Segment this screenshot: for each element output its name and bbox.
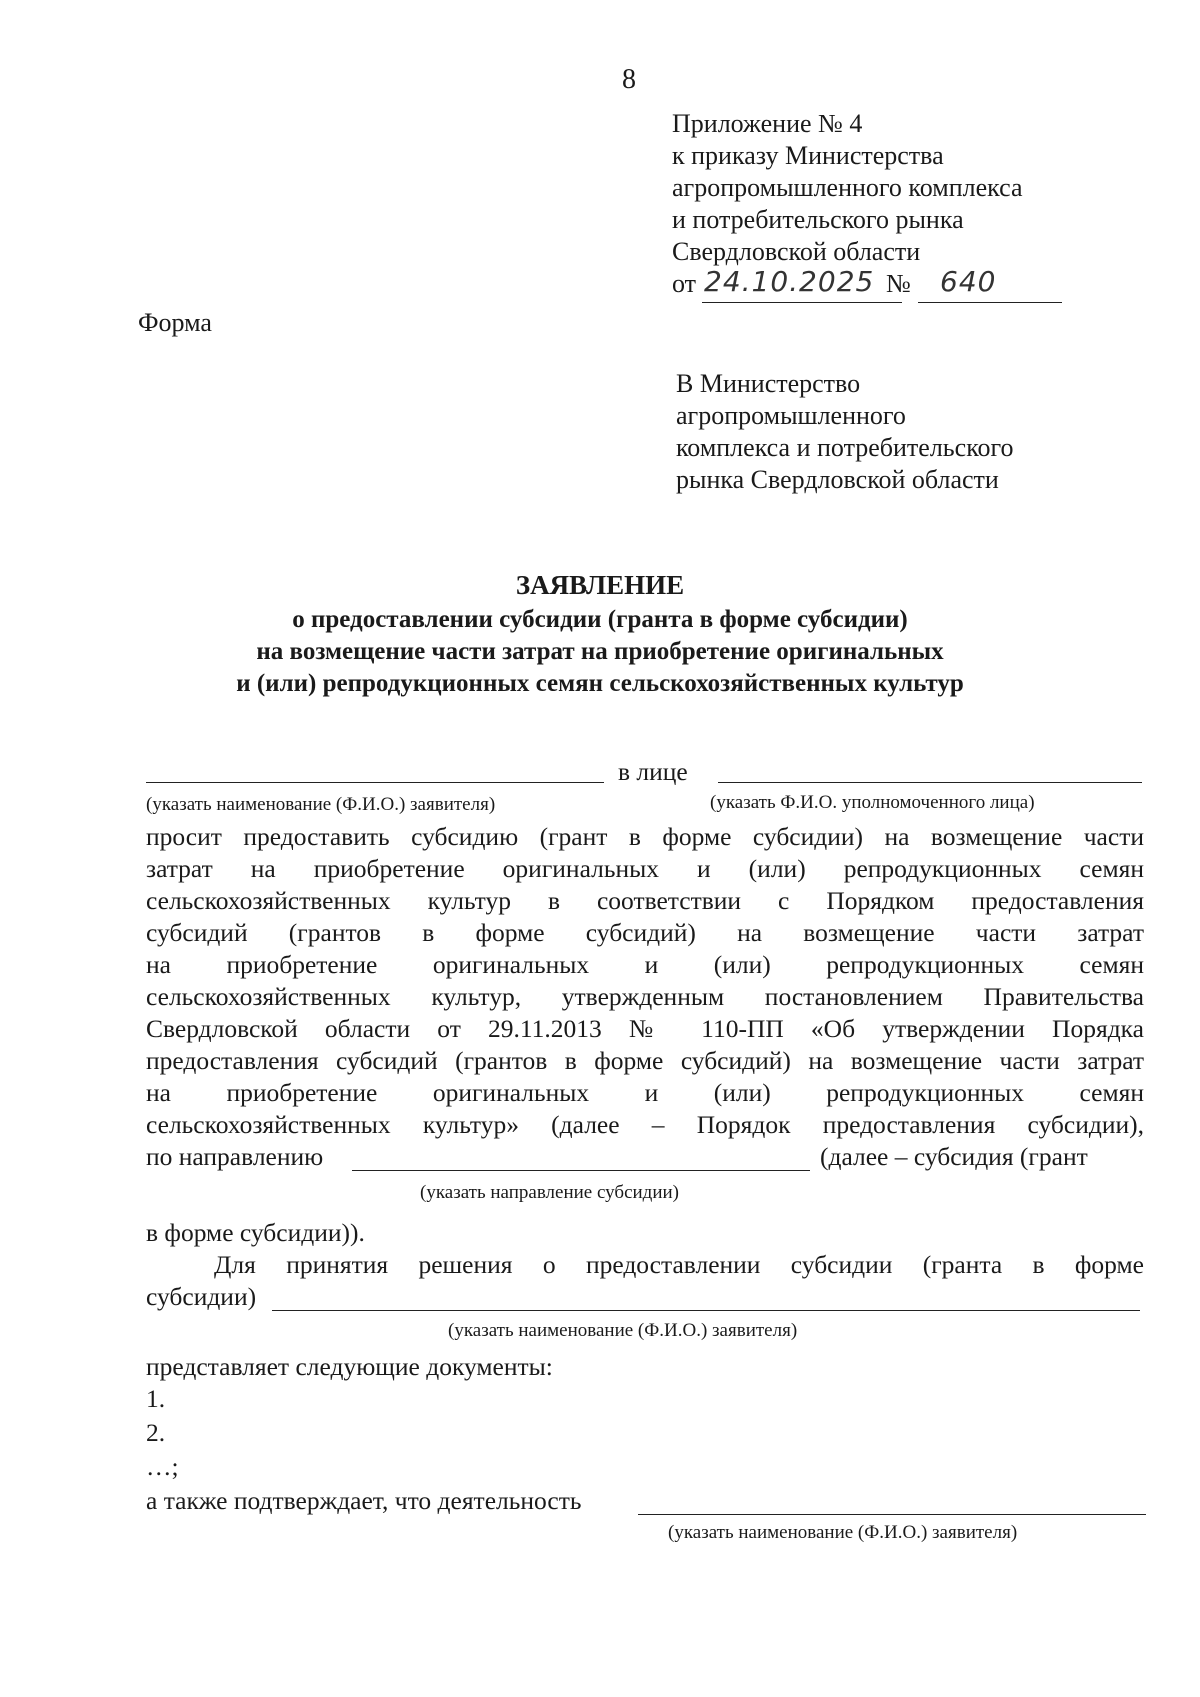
paragraph-line: Свердловской области от 29.11.2013 № 110-ПП «Об утверждении Порядка [146, 1014, 1144, 1043]
addressee-block [676, 368, 1014, 496]
hint-applicant: (указать наименование (Ф.И.О.) заявителя) [146, 794, 496, 815]
number-label: № [886, 269, 911, 298]
order-date-field [702, 265, 902, 303]
paragraph-line: сельскохозяйственных культур» (далее – Порядок предоставления субсидии), [146, 1110, 1144, 1139]
direction-end: в форме субсидии)). [146, 1218, 365, 1247]
doc-item: 2. [146, 1418, 166, 1447]
appendix-line: агропромышленного комплекса [672, 173, 1023, 202]
page-number: 8 [622, 64, 636, 95]
appendix-line: Свердловской области [672, 237, 921, 266]
in-person-label: в лице [618, 757, 688, 786]
direction-prefix: по направлению [146, 1142, 324, 1171]
document-title: ЗАЯВЛЕНИЕ [515, 570, 685, 600]
paragraph-line: субсидий (грантов в форме субсидий) на возмещение части затрат [146, 918, 1144, 947]
document-subtitle [0, 604, 1200, 700]
form-label: Форма [138, 308, 212, 337]
hint-applicant-3: (указать наименование (Ф.И.О.) заявителя) [668, 1522, 1018, 1543]
doc-item: 1. [146, 1384, 166, 1413]
direction-field[interactable] [352, 1170, 810, 1171]
addressee-line: рынка Свердловской области [676, 465, 999, 494]
order-number-handwritten: 640 [940, 265, 997, 298]
paragraph-line: просит предоставить субсидию (грант в форме субсидии) на возмещение части [146, 822, 1144, 851]
applicant-name-field-2[interactable] [272, 1310, 1140, 1311]
paragraph-line: сельскохозяйственных культур в соответствии с Порядком предоставления [146, 886, 1144, 915]
subtitle-line: о предоставлении субсидии (гранта в форме субсидии) [292, 606, 908, 633]
subtitle-line: и (или) репродукционных семян сельскохозяйственных культур [236, 670, 964, 697]
hint-applicant-2: (указать наименование (Ф.И.О.) заявителя) [448, 1320, 798, 1341]
addressee-line: В Министерство [676, 369, 861, 398]
paragraph-line: на приобретение оригинальных и (или) репродукционных семян [146, 1078, 1144, 1107]
addressee-line: агропромышленного [676, 401, 906, 430]
appendix-line: к приказу Министерства [672, 141, 944, 170]
appendix-line: Приложение № 4 [672, 109, 863, 138]
appendix-line: и потребительского рынка [672, 205, 964, 234]
paragraph-line: затрат на приобретение оригинальных и (или) репродукционных семян [146, 854, 1144, 883]
applicant-name-field[interactable] [146, 782, 604, 783]
order-date-handwritten: 24.10.2025 [704, 265, 875, 298]
paragraph-line: на приобретение оригинальных и (или) репродукционных семян [146, 950, 1144, 979]
paragraph-line: сельскохозяйственных культур, утвержденным постановлением Правительства [146, 982, 1144, 1011]
order-date-number-line [672, 265, 1023, 302]
date-prefix: от [672, 269, 697, 298]
applicant-name-field-3[interactable] [638, 1514, 1146, 1515]
direction-suffix: (далее – субсидия (грант [820, 1142, 1088, 1171]
hint-authorized: (указать Ф.И.О. уполномоченного лица) [710, 792, 1035, 813]
authorized-person-field[interactable] [718, 782, 1142, 783]
hint-direction: (указать направление субсидии) [420, 1182, 680, 1203]
addressee-line: комплекса и потребительского [676, 433, 1014, 462]
appendix-block [672, 108, 1023, 302]
decision-line: Для принятия решения о предоставлении субсидии (гранта в форме [214, 1250, 1144, 1279]
documents-intro: представляет следующие документы: [146, 1352, 553, 1381]
doc-item: …; [146, 1452, 179, 1481]
confirm-prefix: а также подтверждает, что деятельность [146, 1486, 582, 1515]
subtitle-line: на возмещение части затрат на приобретение оригинальных [256, 638, 944, 665]
order-number-field [918, 265, 1062, 303]
decision-prefix: субсидии) [146, 1282, 257, 1311]
paragraph-line: предоставления субсидий (грантов в форме субсидий) на возмещение части затрат [146, 1046, 1144, 1075]
